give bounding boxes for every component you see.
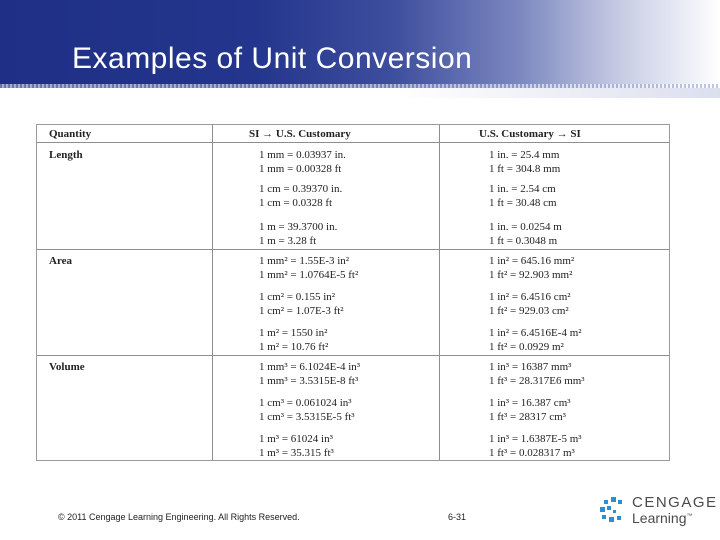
header-divider <box>37 142 669 143</box>
logo-word-learning: Learning <box>632 510 687 526</box>
conversion-us-si: 1 ft = 30.48 cm <box>489 197 557 209</box>
conversion-si-us: 1 cm² = 1.07E-3 ft² <box>259 305 344 317</box>
cengage-mark-icon <box>598 496 628 524</box>
conversion-si-us: 1 m³ = 61024 in³ <box>259 433 333 445</box>
row-divider <box>37 355 669 356</box>
conversion-us-si: 1 in² = 645.16 mm² <box>489 255 575 267</box>
conversion-us-si: 1 in² = 6.4516E-4 m² <box>489 327 582 339</box>
conversion-us-si: 1 ft² = 0.0929 m² <box>489 341 564 353</box>
header-si-to-us: SI → U.S. Customary <box>249 128 351 140</box>
conversion-si-us: 1 cm³ = 0.061024 in³ <box>259 397 352 409</box>
conversion-si-us: 1 mm³ = 3.5315E-8 ft³ <box>259 375 359 387</box>
conversion-us-si: 1 ft = 304.8 mm <box>489 163 561 175</box>
header-quantity: Quantity <box>49 128 92 140</box>
conversion-si-us: 1 m = 39.3700 in. <box>259 221 338 233</box>
title-divider <box>0 88 720 98</box>
conversion-si-us: 1 mm² = 1.0764E-5 ft² <box>259 269 359 281</box>
conversion-si-us: 1 mm = 0.00328 ft <box>259 163 342 175</box>
conversion-us-si: 1 ft² = 92.903 mm² <box>489 269 573 281</box>
conversion-us-si: 1 in. = 0.0254 m <box>489 221 562 233</box>
conversion-si-us: 1 m² = 10.76 ft² <box>259 341 329 353</box>
conversion-si-us: 1 m² = 1550 in² <box>259 327 328 339</box>
conversion-si-us: 1 cm³ = 3.5315E-5 ft³ <box>259 411 355 423</box>
cengage-logo <box>598 494 718 528</box>
conversion-si-us: 1 m³ = 35.315 ft³ <box>259 447 334 459</box>
row-divider <box>37 249 669 250</box>
slide-title: Examples of Unit Conversion <box>72 42 473 75</box>
column-divider <box>439 125 440 460</box>
conversion-si-us: 1 cm = 0.0328 ft <box>259 197 333 209</box>
conversion-si-us: 1 mm³ = 6.1024E-4 in³ <box>259 361 361 373</box>
quantity-volume: Volume <box>49 361 85 373</box>
header-us-to-si: U.S. Customary → SI <box>479 128 581 140</box>
quantity-length: Length <box>49 149 83 161</box>
conversion-si-us: 1 mm² = 1.55E-3 in² <box>259 255 350 267</box>
logo-wordmark-top: CENGAGE <box>632 494 718 511</box>
conversion-us-si: 1 in² = 6.4516 cm² <box>489 291 571 303</box>
footer-copyright: © 2011 Cengage Learning Engineering. All Rights Reserved. <box>58 512 300 522</box>
quantity-area: Area <box>49 255 73 267</box>
conversion-us-si: 1 in. = 2.54 cm <box>489 183 556 195</box>
conversion-us-si: 1 ft² = 929.03 cm² <box>489 305 569 317</box>
conversion-us-si: 1 in. = 25.4 mm <box>489 149 560 161</box>
conversion-si-us: 1 mm = 0.03937 in. <box>259 149 346 161</box>
conversion-us-si: 1 ft³ = 0.028317 m³ <box>489 447 575 459</box>
logo-trademark: ™ <box>686 513 693 520</box>
logo-wordmark-bottom <box>632 510 693 526</box>
conversion-us-si: 1 in³ = 1.6387E-5 m³ <box>489 433 582 445</box>
conversion-si-us: 1 m = 3.28 ft <box>259 235 317 247</box>
conversion-table <box>36 124 670 461</box>
conversion-us-si: 1 in³ = 16387 mm³ <box>489 361 572 373</box>
page-number: 6-31 <box>448 512 467 522</box>
column-divider <box>212 125 213 460</box>
conversion-si-us: 1 cm² = 0.155 in² <box>259 291 336 303</box>
conversion-us-si: 1 ft³ = 28.317E6 mm³ <box>489 375 585 387</box>
conversion-us-si: 1 in³ = 16.387 cm³ <box>489 397 571 409</box>
conversion-si-us: 1 cm = 0.39370 in. <box>259 183 343 195</box>
conversion-us-si: 1 ft³ = 28317 cm³ <box>489 411 566 423</box>
conversion-us-si: 1 ft = 0.3048 m <box>489 235 558 247</box>
